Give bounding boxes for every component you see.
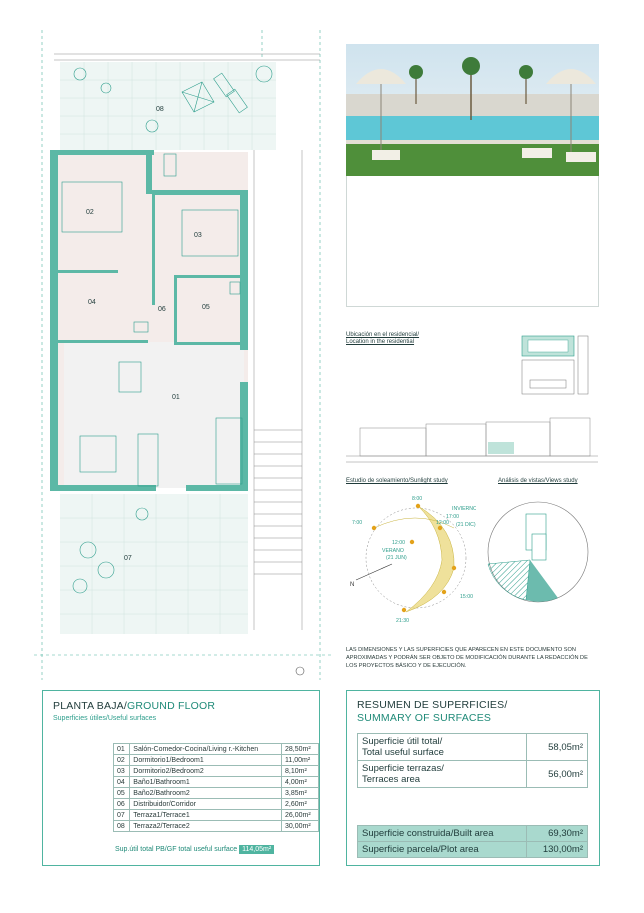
summary-label-en: Terraces area (362, 774, 421, 785)
summer-date: (21 JUN) (386, 555, 407, 561)
room-area: 3,85m² (282, 788, 319, 799)
room-area: 26,00m² (282, 810, 319, 821)
elevation-drawing (346, 412, 598, 472)
room-area: 8,10m² (282, 766, 319, 777)
table-row (114, 744, 319, 755)
room-area: 2,60m² (282, 799, 319, 810)
summary-label-es: Superficie terrazas/ (362, 763, 444, 774)
ground-floor-title-es: PLANTA BAJA/ (53, 700, 127, 712)
ground-floor-panel (42, 690, 320, 866)
sun-time-2: 12:00 (436, 520, 449, 526)
room-number: 08 (114, 821, 130, 832)
summary-label (358, 761, 527, 788)
location-title-es: Ubicación en el residencial/ (346, 332, 420, 338)
summary-title-en: SUMMARY OF SURFACES (357, 712, 492, 724)
summary-label-es: Superficie útil total/ (362, 736, 443, 747)
ground-floor-title (53, 700, 215, 712)
room-number: 04 (114, 777, 130, 788)
table-row (114, 799, 319, 810)
disclaimer-text: LAS DIMENSIONES Y LAS SUPERFICIES QUE APARECEN EN ESTE DOCUMENTO SON APROXIMADAS Y PODRÁN SER OBJETO DE MODIFICACIÓN DURANTE LA REDACCIÓN DE LOS PROYECTOS BÁSICO Y DE EJECUCIÓN. (346, 647, 588, 669)
table-row (114, 821, 319, 832)
room-label: Terraza1/Terrace1 (130, 810, 282, 821)
sunlight-study-graphic (346, 488, 476, 628)
total-value: 114,05m² (239, 845, 274, 854)
room-label: Baño1/Bathroom1 (130, 777, 282, 788)
table-row (358, 734, 588, 761)
sun-time-6: 15:00 (460, 594, 473, 600)
table-row (114, 766, 319, 777)
room-area: 4,00m² (282, 777, 319, 788)
sunlight-study-title: Estudio de soleamiento/Sunlight study (346, 478, 448, 484)
ground-floor-subtitle (53, 715, 156, 722)
svg-text:07: 07 (124, 555, 132, 562)
room-number: 07 (114, 810, 130, 821)
location-caption (346, 332, 486, 346)
render-photo (346, 44, 599, 176)
svg-text:04: 04 (88, 299, 96, 306)
svg-text:02: 02 (86, 209, 94, 216)
summary-table-2 (357, 825, 588, 858)
summary-value: 130,00m² (527, 842, 588, 858)
views-diagram (486, 494, 596, 604)
room-number: 06 (114, 799, 130, 810)
summary-label: Superficie construida/Built area (358, 826, 527, 842)
views-study-graphic (486, 494, 596, 604)
site-map-diagram (520, 334, 590, 398)
table-row (114, 788, 319, 799)
sun-time-5: 17:00 (446, 514, 459, 520)
room-number: 02 (114, 755, 130, 766)
location-title-en: Location in the residential (346, 339, 415, 345)
ground-floor-subtitle-en: Useful surfaces (107, 715, 157, 722)
room-label: Dormitorio2/Bedroom2 (130, 766, 282, 777)
rooms-table (113, 743, 319, 832)
north-label: N (350, 582, 355, 588)
summary-title (357, 699, 507, 725)
summary-panel (346, 690, 600, 866)
svg-text:05: 05 (202, 304, 210, 311)
table-row (358, 826, 588, 842)
room-label: Distribuidor/Corridor (130, 799, 282, 810)
room-number: 03 (114, 766, 130, 777)
table-row (114, 755, 319, 766)
svg-text:01: 01 (172, 394, 180, 401)
views-study-title: Análisis de vistas/Views study (498, 478, 578, 484)
location-map (520, 334, 590, 398)
floor-plan (34, 30, 334, 680)
sunlight-diagram (346, 488, 476, 628)
pool-render-image (346, 44, 599, 176)
room-label: Dormitorio1/Bedroom1 (130, 755, 282, 766)
svg-text:08: 08 (156, 106, 164, 113)
summary-label (358, 734, 527, 761)
summary-label: Superficie parcela/Plot area (358, 842, 527, 858)
total-label: Sup.útil total PB/GF total useful surface (115, 846, 238, 853)
ground-floor-total (115, 846, 274, 853)
room-label: Salón-Comedor-Cocina/Living r.-Kitchen (130, 744, 282, 755)
svg-text:03: 03 (194, 232, 202, 239)
room-area: 28,50m² (282, 744, 319, 755)
summary-title-es: RESUMEN DE SUPERFICIES/ (357, 699, 508, 711)
winter-label: INVIERNO (452, 506, 476, 512)
sun-time-3: 7:00 (352, 520, 363, 526)
sun-time-7: 21:30 (396, 618, 409, 624)
room-area: 30,00m² (282, 821, 319, 832)
ground-floor-title-en: GROUND FLOOR (126, 700, 216, 712)
table-row (358, 842, 588, 858)
table-row (114, 777, 319, 788)
room-number: 01 (114, 744, 130, 755)
winter-date: (21 DIC) (456, 522, 476, 528)
room-number: 05 (114, 788, 130, 799)
table-row (358, 761, 588, 788)
room-label: Baño2/Bathroom2 (130, 788, 282, 799)
floor-plan-drawing (34, 30, 334, 680)
summary-label-en: Total useful surface (362, 747, 444, 758)
summary-value: 69,30m² (527, 826, 588, 842)
table-row (114, 810, 319, 821)
ground-floor-subtitle-es: Superficies útiles/ (53, 715, 108, 722)
summary-table (357, 733, 588, 788)
sun-time-4: 12:00 (392, 540, 405, 546)
room-label: Terraza2/Terrace2 (130, 821, 282, 832)
sun-time-1: 8:00 (412, 496, 423, 502)
summer-label: VERANO (382, 548, 404, 554)
svg-text:06: 06 (158, 306, 166, 313)
summary-value: 56,00m² (527, 761, 588, 788)
building-elevation (346, 412, 598, 472)
summary-value: 58,05m² (527, 734, 588, 761)
room-area: 11,00m² (282, 755, 319, 766)
